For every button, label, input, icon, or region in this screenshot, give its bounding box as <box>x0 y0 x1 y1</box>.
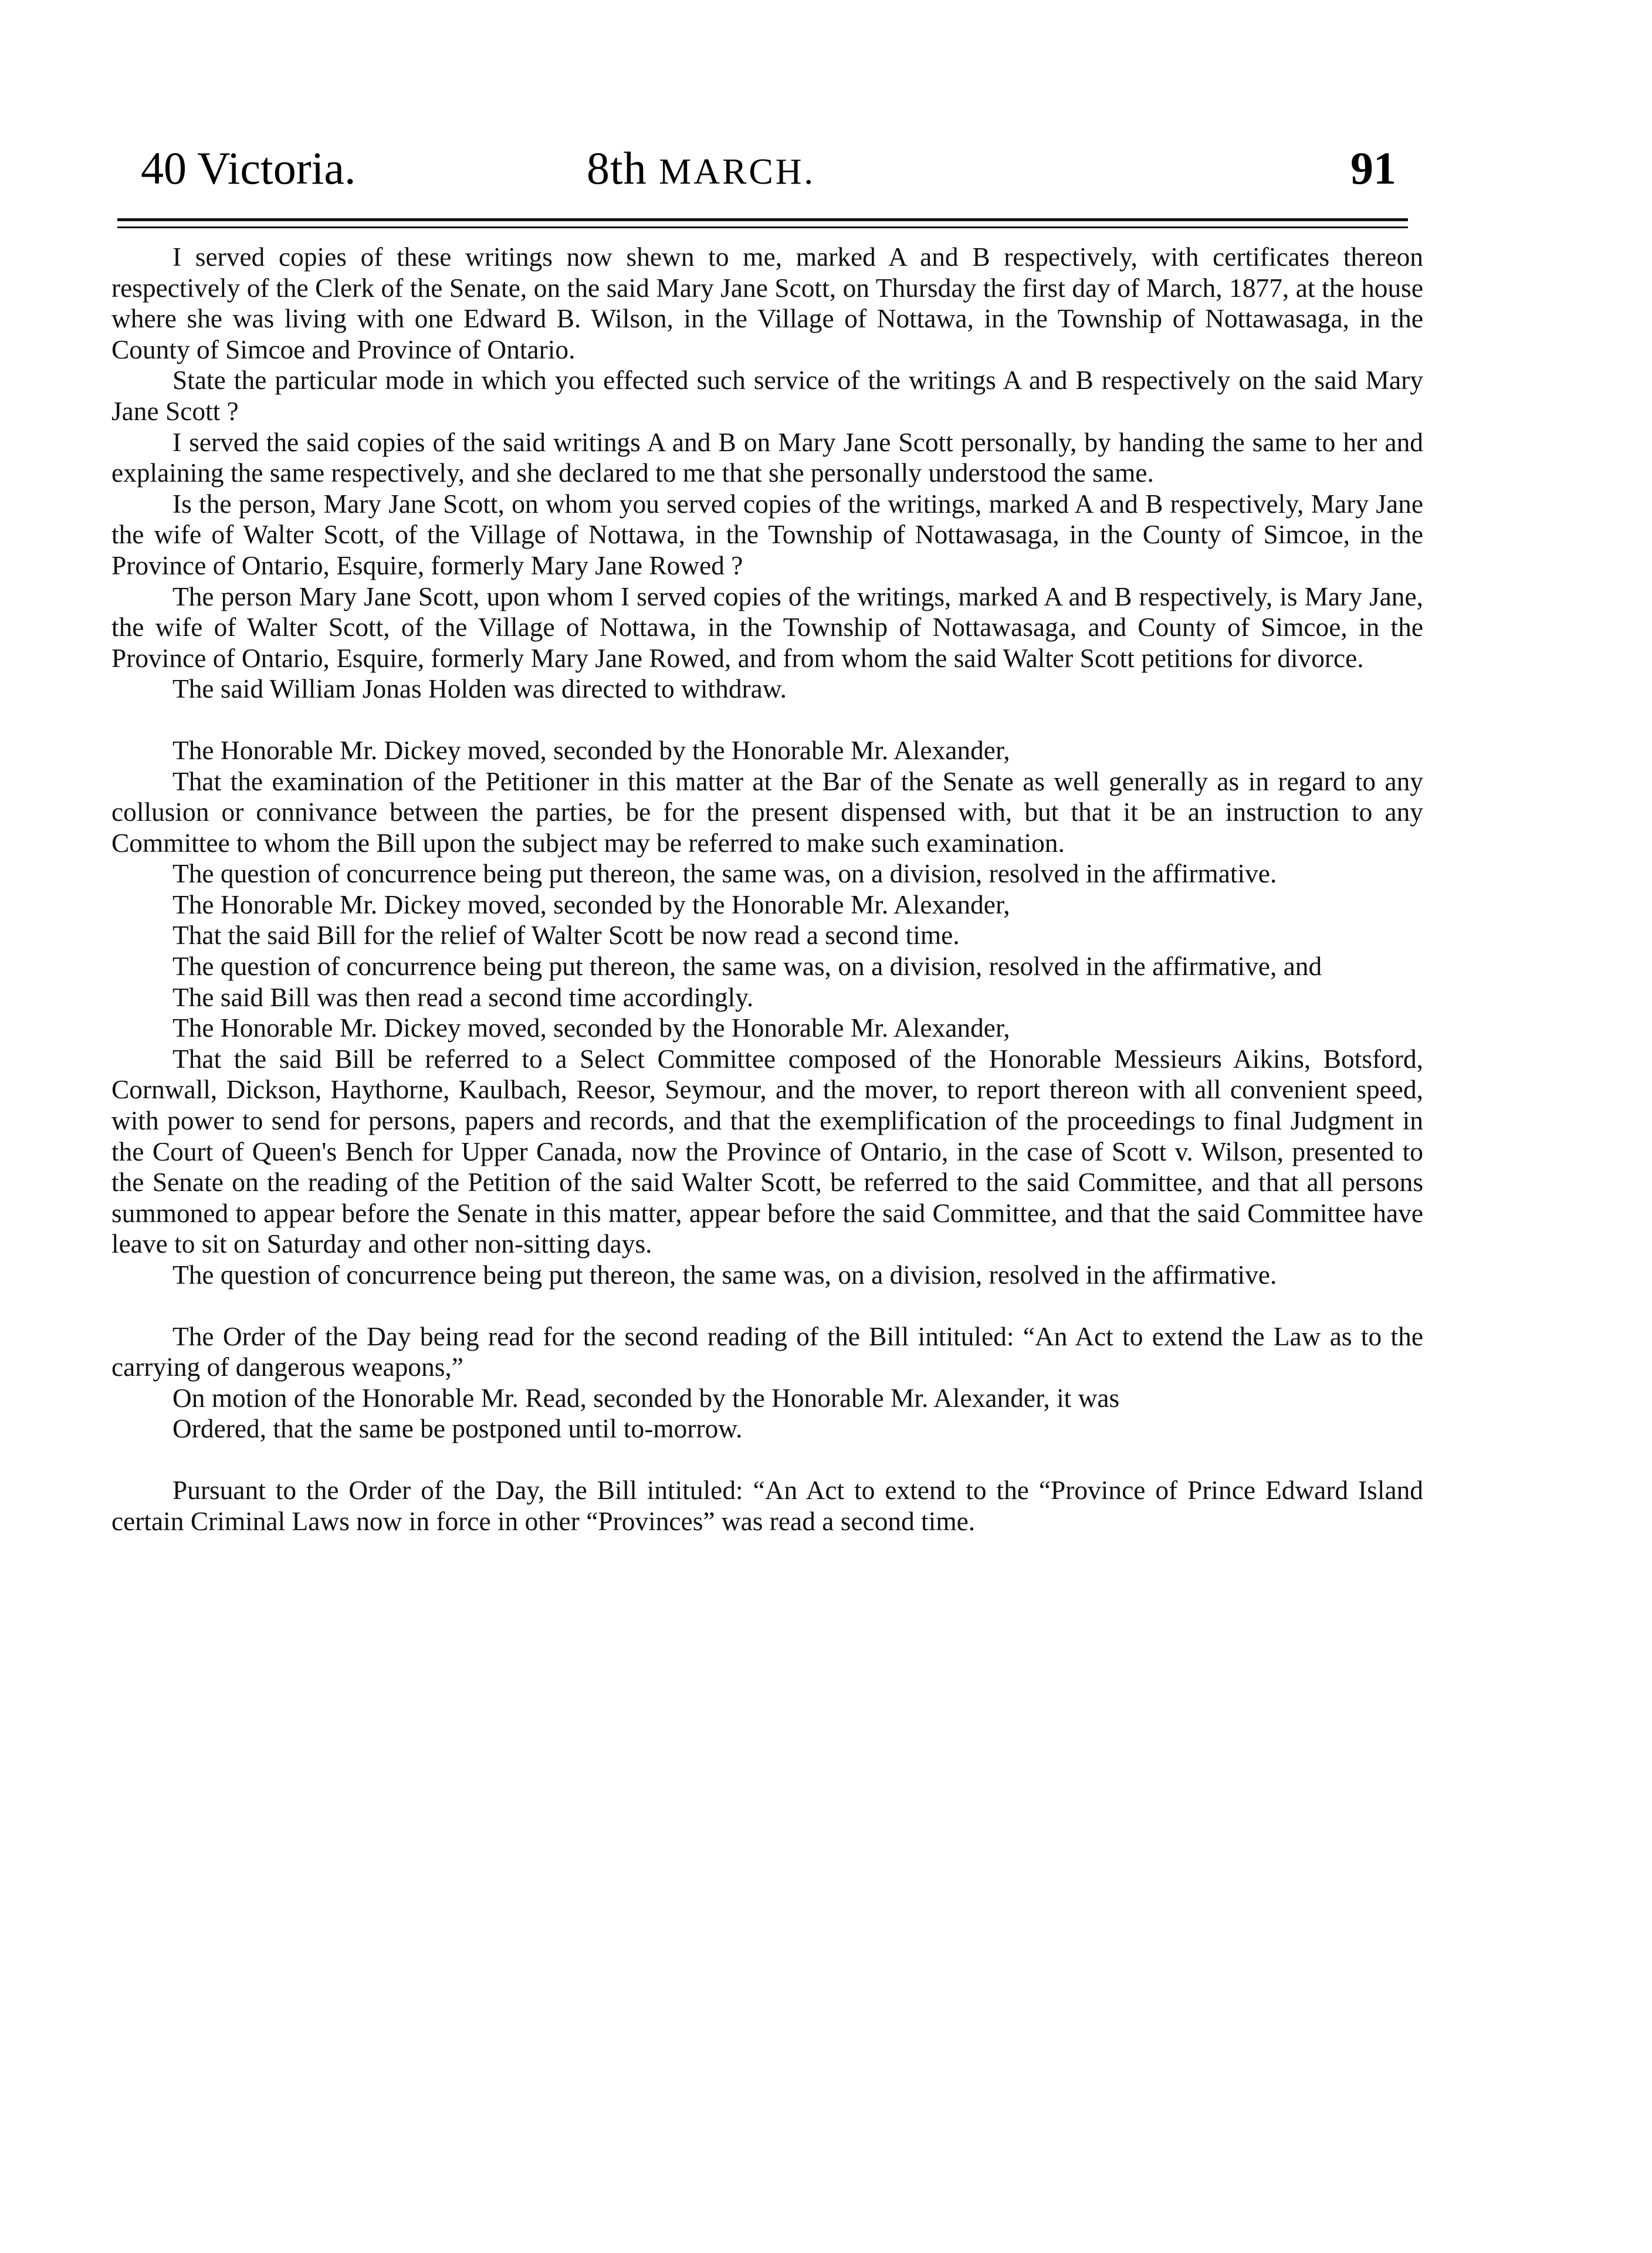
paragraph-mode-answer: I served the said copies of the said writings A and B on Mary Jane Scott personally, by handing the same to her and explaining the same respectively, and she declared to me that she personally understood the same. <box>111 427 1423 488</box>
paragraph-motion-1-result: The question of concurrence being put thereon, the same was, on a division, resolved in the affirmative. <box>172 859 1277 889</box>
paragraph-postponed: Ordered, that the same be postponed until to-morrow. <box>172 1414 743 1444</box>
paragraph-motion-2-result: The question of concurrence being put thereon, the same was, on a division, resolved in the affirmative, and <box>172 952 1322 982</box>
section-gap <box>111 1445 1423 1475</box>
paragraph-order-weapons-bill: The Order of the Day being read for the second reading of the Bill intituled: “An Act to extend the Law as to the carrying of dangerous weapons,” <box>111 1321 1423 1382</box>
date-day: 8th <box>587 143 647 194</box>
section-gap <box>111 705 1423 735</box>
paragraph-pei-bill: Pursuant to the Order of the Day, the Bill intituled: “An Act to extend to the “Province of Prince Edward Island certain Criminal Laws now in force in other “Provinces” was read a second time. <box>111 1475 1423 1536</box>
session-label: 40 Victoria. <box>141 143 356 194</box>
paragraph-motion-2: The Honorable Mr. Dickey moved, seconded by the Honorable Mr. Alexander, <box>172 889 1010 919</box>
paragraph-identity-answer: The person Mary Jane Scott, upon whom I served copies of the writings, marked A and B respectively, is Mary Jane, the wife of Walter Scott, of the Village of Nottawa, in the Township of Nottawasaga, and County of Simcoe, in the Province of Ontario, Esquire, formerly Mary Jane Rowed, and from whom the said Walter Scott petitions for divorce. <box>111 581 1423 673</box>
paragraph-witness-withdraw: The said William Jonas Holden was directed to withdraw. <box>172 674 787 704</box>
paragraph-motion-2-text: That the said Bill for the relief of Walter Scott be now read a second time. <box>172 921 960 950</box>
paragraph-second-reading: The said Bill was then read a second time accordingly. <box>172 982 754 1012</box>
page-header <box>141 136 1396 201</box>
paragraph-select-committee: That the said Bill be referred to a Select Committee composed of the Honorable Messieurs Aikins, Botsford, Cornwall, Dickson, Haythorne, Kaulbach, Reesor, Seymour, and the mover, to report thereon with all convenient speed, with power to send for persons, papers and records, and that the exemplification of the proceedings to final Judgment in the Court of Queen's Bench for Upper Canada, now the Province of Ontario, in the case of Scott v. Wilson, presented to the Senate on the reading of the Petition of the said Walter Scott, be referred to the said Committee, and that all persons summoned to appear before the Senate in this matter, appear before the said Committee, and that the said Committee have leave to sit on Saturday and other non-sitting days. <box>111 1044 1423 1259</box>
paragraph-service-answer: I served copies of these writings now shewn to me, marked A and B respectively, with certificates thereon respectively of the Clerk of the Senate, on the said Mary Jane Scott, on Thursday the first day of March, 1877, at the house where she was living with one Edward B. Wilson, in the Village of Nottawa, in the Township of Nottawasaga, in the County of Simcoe and Province of Ontario. <box>111 242 1423 364</box>
paragraph-motion-3-result: The question of concurrence being put thereon, the same was, on a division, resolved in the affirmative. <box>172 1260 1277 1290</box>
paragraph-motion-1-text: That the examination of the Petitioner in this matter at the Bar of the Senate as well generally as in regard to any collusion or connivance between the parties, be for the present dispensed with, but that it be an instruction to any Committee to whom the Bill upon the subject may be referred to make such examination. <box>111 766 1423 858</box>
header-rule-bottom <box>117 226 1408 228</box>
page-body <box>111 242 1423 1537</box>
date-label <box>587 136 815 204</box>
page-number: 91 <box>1350 143 1396 194</box>
section-gap <box>111 1291 1423 1321</box>
date-month: MARCH. <box>659 152 816 192</box>
paragraph-identity-question: Is the person, Mary Jane Scott, on whom you served copies of the writings, marked A and B respectively, Mary Jane the wife of Walter Scott, of the Village of Nottawa, in the Township of Nottawasaga, in the County of Simcoe, in the Province of Ontario, Esquire, formerly Mary Jane Rowed ? <box>111 489 1423 580</box>
paragraph-motion-3: The Honorable Mr. Dickey moved, seconded by the Honorable Mr. Alexander, <box>172 1013 1010 1043</box>
header-rule-top <box>117 218 1408 221</box>
paragraph-mode-question: State the particular mode in which you effected such service of the writings A and B respectively on the said Mary Jane Scott ? <box>111 366 1423 426</box>
paragraph-read-motion: On motion of the Honorable Mr. Read, seconded by the Honorable Mr. Alexander, it was <box>172 1383 1120 1413</box>
paragraph-motion-1: The Honorable Mr. Dickey moved, seconded by the Honorable Mr. Alexander, <box>172 735 1010 765</box>
